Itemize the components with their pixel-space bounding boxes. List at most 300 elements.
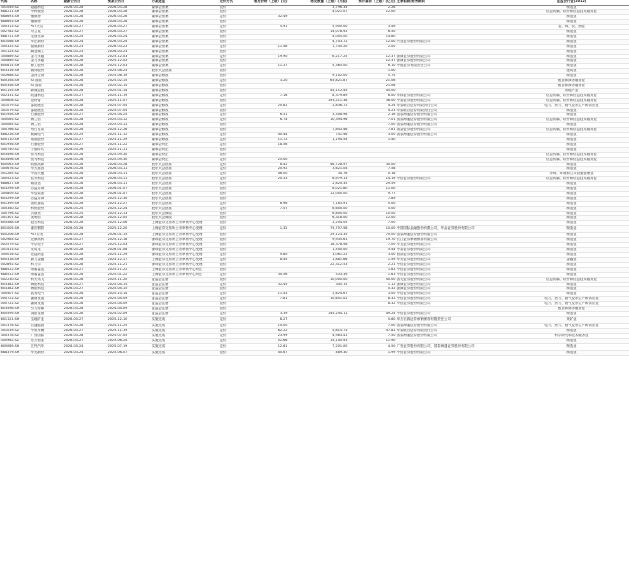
table-cell: 29,123.35 xyxy=(288,233,348,238)
table-cell: 3,061.22 xyxy=(288,253,348,258)
table-cell: 2025-03-12 xyxy=(107,118,151,123)
table-cell: 2025-11-12 xyxy=(107,133,151,138)
table-cell: 10,000.00 xyxy=(288,277,348,282)
table-cell: 600815.SH xyxy=(0,64,30,69)
table-cell: 14,078.92 xyxy=(288,30,348,35)
table-cell: 制造业 xyxy=(514,147,629,152)
table-cell: 实施完成 xyxy=(151,333,219,338)
column-header[interactable]: 最新公告日 xyxy=(63,0,107,5)
table-cell: 华辰装备 xyxy=(30,191,63,196)
table-cell: 华林证券股份有限公司 xyxy=(396,93,514,98)
table-cell: 603299.SH xyxy=(0,187,30,192)
table-cell: 2026-03-27 xyxy=(63,267,107,272)
table-cell: 2025-02-15 xyxy=(107,79,151,84)
table-cell: 2026-03-24 xyxy=(63,343,107,350)
table-cell: 2026-03-27 xyxy=(107,30,151,35)
table-cell: 竞价 xyxy=(219,69,243,74)
column-header[interactable]: 定价方式 xyxy=(219,0,243,5)
table-cell: 5.44 xyxy=(348,248,396,253)
table-cell: 浙商证券股份有限公司 xyxy=(396,59,514,64)
table-cell: 12.00 xyxy=(348,216,396,221)
table-cell: 2026-03-23 xyxy=(63,49,107,54)
table-cell: 深圳证券交易所上市审核中心受理 xyxy=(151,243,219,248)
table-cell: 2026-03-28 xyxy=(63,172,107,177)
table-cell: 制造业 xyxy=(514,54,629,59)
table-cell: 2026-03-27 xyxy=(63,113,107,118)
table-cell: 600110.SH xyxy=(0,137,30,142)
table-cell: 国泰海通证券股份有限公司 xyxy=(396,324,514,329)
table-cell: 300407.SZ xyxy=(0,292,30,297)
table-cell: 董事会预案 xyxy=(151,49,219,54)
table-cell: 中科微至 xyxy=(30,10,63,15)
table-cell: 美利信 xyxy=(30,216,63,221)
table-cell: 14.19 xyxy=(348,177,396,182)
table-cell: 纳睿雷达 xyxy=(30,267,63,272)
table-cell: 002688.SZ xyxy=(0,74,30,79)
table-cell: 300378.SZ xyxy=(0,333,30,338)
table-cell: 25.00 xyxy=(243,157,288,162)
table-cell: 定价 xyxy=(219,137,243,142)
table-cell: 2026-03-28 xyxy=(63,253,107,258)
table-cell: 7.50 xyxy=(348,333,396,338)
table-cell: 竞价 xyxy=(219,123,243,128)
table-cell: 2026-03-28 xyxy=(63,54,107,59)
table-cell: 2026-03-28 xyxy=(63,98,107,103)
table-cell: 制造业 xyxy=(514,5,629,10)
table-cell: 2026-03-27 xyxy=(63,137,107,142)
table-cell: 定价 xyxy=(219,142,243,147)
table-cell: 信息传输、软件和信息技术服务业 xyxy=(514,177,629,182)
table-cell: 2026-03-28 xyxy=(63,233,107,238)
table-cell: 制造业 xyxy=(514,206,629,211)
table-cell: 信息传输、软件和信息技术服务业 xyxy=(514,277,629,282)
table-cell: 2026-03-27 xyxy=(63,238,107,243)
table-cell: 采矿业 xyxy=(514,316,629,323)
table-cell: 2026-03-24 xyxy=(63,39,107,44)
table-cell: 西部证券股份有限公司 xyxy=(396,253,514,258)
table-cell: 华大基因 xyxy=(30,167,63,172)
column-header[interactable]: 增发数量（上限）(万股) xyxy=(288,0,348,5)
column-header[interactable]: 方案进度 xyxy=(151,0,219,5)
table-cell: 2026-03-28 xyxy=(63,307,107,312)
table-cell: 2026-01-07 xyxy=(107,187,151,192)
table-cell: 华安证券股份有限公司 xyxy=(396,258,514,263)
table-cell: 威腾电气 xyxy=(30,133,63,138)
table-cell: 2026-03-28 xyxy=(63,167,107,172)
table-cell: 德威新材 xyxy=(30,44,63,49)
table-cell: 11.46 xyxy=(243,44,288,49)
table-cell: 宝地矿业 xyxy=(30,316,63,323)
table-cell: 制造业 xyxy=(514,187,629,192)
table-cell: 董事会修改 xyxy=(151,103,219,108)
table-cell: 2026-03-28 xyxy=(63,272,107,277)
table-cell: 董事会终止 xyxy=(151,142,219,147)
table-cell: 制造业 xyxy=(514,272,629,277)
table-cell: 股东大会批准 xyxy=(151,177,219,182)
table-cell: 65,821.87 xyxy=(288,79,348,84)
table-cell: 制造业 xyxy=(514,39,629,44)
table-cell: 国泰海通证券股份有限公司 xyxy=(396,133,514,138)
table-cell: 2026-03-27 xyxy=(63,328,107,333)
table-cell: 2,836.72 xyxy=(288,103,348,108)
table-cell: 12.37 xyxy=(348,59,396,64)
table-cell: 2026-03-28 xyxy=(63,88,107,93)
table-cell: 40.44 xyxy=(243,133,288,138)
table-cell: 电力、热力、燃气及水生产和供应业 xyxy=(514,297,629,302)
table-cell: 竞价 xyxy=(219,49,243,54)
table-cell: 竞价 xyxy=(219,128,243,133)
table-cell: 中信证券股份有限公司 xyxy=(396,302,514,307)
table-cell: 实施完成 xyxy=(151,328,219,333)
table-cell: 2,624.67 xyxy=(288,292,348,297)
table-cell: 11.90 xyxy=(348,338,396,343)
table-cell: 301079.SZ xyxy=(0,103,30,108)
table-cell: 竞价 xyxy=(219,59,243,64)
table-cell: 纳睿雷达 xyxy=(30,272,63,277)
table-cell: 定价 xyxy=(219,226,243,233)
table-cell: 股东大会修改 xyxy=(151,216,219,221)
table-cell: 12.61 xyxy=(243,343,288,350)
table-cell: 董事会修改 xyxy=(151,93,219,98)
table-cell: 制造业 xyxy=(514,15,629,20)
table-cell: 中国国际金融股份有限公司，华金证券股份有限公司 xyxy=(396,226,514,233)
table-cell: 40.67 xyxy=(243,350,288,355)
table-cell: 华光新材 xyxy=(30,350,63,355)
table-cell: 国泰海通证券股份有限公司 xyxy=(396,233,514,238)
table-cell: 2.21 xyxy=(348,262,396,267)
table-cell: 2026-03-27 xyxy=(63,287,107,292)
column-header[interactable]: 增发价格（上限）(元) xyxy=(243,0,288,5)
table-cell: 3,621.04 xyxy=(288,167,348,172)
column-header[interactable]: 预计募资（上限）(亿元) xyxy=(348,0,396,5)
table-cell: 2026-03-28 xyxy=(63,221,107,226)
table-cell: 345.15 xyxy=(288,282,348,287)
table-cell: 1,881.66 xyxy=(288,258,348,263)
table-cell: 定价 xyxy=(219,64,243,69)
table-cell: 8,379.89 xyxy=(288,93,348,98)
table-cell: 制造业 xyxy=(514,108,629,113)
table-cell: 定价 xyxy=(219,333,243,338)
table-cell: 5.00 xyxy=(348,201,396,206)
table-cell: 300889.SZ xyxy=(0,54,30,59)
table-cell: 定价 xyxy=(219,297,243,302)
table-cell: 皖维高新 xyxy=(30,162,63,167)
table-cell: 海阳科技 xyxy=(30,282,63,287)
table-cell: 603382.SH xyxy=(0,287,30,292)
table-cell: 23.99 xyxy=(243,333,288,338)
table-cell: 2025-06-24 xyxy=(107,338,151,343)
table-cell: 600089.SH xyxy=(0,343,30,350)
table-cell: 300340.SZ xyxy=(0,206,30,211)
table-cell: 30.00 xyxy=(348,162,396,167)
table-cell: 定价 xyxy=(219,167,243,172)
table-cell: 房地产业 xyxy=(514,88,629,93)
table-cell: 上海证券交易所上市审核中心终止 xyxy=(151,272,219,277)
table-cell: 12.00 xyxy=(348,39,396,44)
table-cell: 2026-03-28 xyxy=(107,20,151,25)
table-cell: 20.92 xyxy=(243,167,288,172)
table-cell: ST国旅 xyxy=(30,84,63,89)
column-header[interactable]: 名称 xyxy=(30,0,63,5)
table-cell: 2026-03-28 xyxy=(63,152,107,157)
table-cell: 证监会注册 xyxy=(151,311,219,316)
table-row[interactable] xyxy=(0,316,629,323)
table-cell: 2026-03-28 xyxy=(63,177,107,182)
table-cell: 301413.SZ xyxy=(0,248,30,253)
table-cell: 实施完成 xyxy=(151,316,219,323)
table-cell: 2026-03-23 xyxy=(107,49,151,54)
table-cell: 301079.SZ xyxy=(0,108,30,113)
table-cell: 辰安科技 xyxy=(30,177,63,182)
table-cell: 邵阳液压 xyxy=(30,103,63,108)
table-cell: 湖南发展 xyxy=(30,302,63,307)
table-cell: 002230.SZ xyxy=(0,277,30,282)
table-cell: 制造业 xyxy=(514,20,629,25)
table-cell: 2.16 xyxy=(348,113,396,118)
table-cell: 竞价 xyxy=(219,287,243,292)
table-cell: 租赁和商务服务业 xyxy=(514,84,629,89)
table-cell: 股东大会批准 xyxy=(151,206,219,211)
table-cell: 竞价 xyxy=(219,233,243,238)
table-cell: 竞价 xyxy=(219,88,243,93)
table-cell: 2026-03-28 xyxy=(63,128,107,133)
table-cell: 董事会预案 xyxy=(151,5,219,10)
table-cell: 2025-02-15 xyxy=(107,84,151,89)
table-cell: 上海证券交易所上市审核中心受理 xyxy=(151,233,219,238)
table-cell: 科恒股份 xyxy=(30,206,63,211)
table-cell: 19.70 xyxy=(348,238,396,243)
table-cell: 4.24 xyxy=(348,103,396,108)
table-cell: 600358.SH xyxy=(0,79,30,84)
table-cell: 2025-12-03 xyxy=(107,243,151,248)
table-cell: 3.49 xyxy=(348,25,396,30)
table-cell: 竞价 xyxy=(219,221,243,226)
table-cell: 2026-03-23 xyxy=(63,44,107,49)
table-cell: 2026-03-28 xyxy=(63,84,107,89)
table-cell: 贝斯美 xyxy=(30,211,63,216)
table-cell: 华正新材 xyxy=(30,39,63,44)
table-cell: 2025-12-03 xyxy=(107,59,151,64)
table-cell: 3,796.34 xyxy=(288,5,348,10)
table-cell: 2025-11-07 xyxy=(107,98,151,103)
table-cell: 5.91 xyxy=(243,25,288,30)
table-row[interactable] xyxy=(0,343,629,350)
table-cell: 实施完成 xyxy=(151,350,219,355)
table-cell: 2026-03-28 xyxy=(63,157,107,162)
table-cell: 信息传输、软件和信息技术服务业 xyxy=(514,152,629,157)
table-cell: 10.00 xyxy=(348,211,396,216)
table-cell: 9,102.00 xyxy=(288,74,348,79)
table-cell: 中信证券股份有限公司 xyxy=(396,267,514,272)
table-cell: *ST宏发 xyxy=(30,233,63,238)
table-cell: 2025-11-29 xyxy=(107,137,151,142)
table-cell: 实施完成 xyxy=(151,338,219,343)
table-cell: 股东大会批准 xyxy=(151,201,219,206)
table-cell: 竞价 xyxy=(219,30,243,35)
table-cell: 制造业 xyxy=(514,44,629,49)
table-row[interactable] xyxy=(0,226,629,233)
table-cell: 2026-03-28 xyxy=(63,74,107,79)
table-cell: 2026-03-27 xyxy=(63,316,107,323)
table-cell: 制造业 xyxy=(514,287,629,292)
table-cell: 300676.SZ xyxy=(0,167,30,172)
table-cell: 2025-04-09 xyxy=(107,297,151,302)
table-cell: 21.06 xyxy=(348,84,396,89)
column-header[interactable]: 主承销商/财务顾问 xyxy=(396,0,514,5)
table-cell: 上海证券交易所上市审核中心受理 xyxy=(151,226,219,233)
table-cell: 2025-12-24 xyxy=(107,206,151,211)
table-cell: 688226.SH xyxy=(0,133,30,138)
table-cell: 股东大会批准 xyxy=(151,167,219,172)
table-cell: 海兰信 xyxy=(30,123,63,128)
table-cell: 1.99 xyxy=(348,350,396,355)
table-cell: 超越科技 xyxy=(30,5,63,10)
table-cell: 定价 xyxy=(219,253,243,258)
table-cell: 3.00 xyxy=(348,253,396,258)
table-cell: 2024-04-09 xyxy=(107,307,151,312)
column-header[interactable]: 代码 xyxy=(0,0,30,5)
table-cell: 竞价 xyxy=(219,191,243,196)
table-cell: 湖南发展 xyxy=(30,297,63,302)
table-cell: 制造业 xyxy=(514,123,629,128)
table-cell: 董事会预案 xyxy=(151,30,219,35)
table-cell: 引力传媒 xyxy=(30,307,63,312)
table-cell: 深圳证券交易所上市审核中心受理 xyxy=(151,248,219,253)
table-cell: 52.66 xyxy=(243,338,288,343)
table-cell: 002985.SZ xyxy=(0,238,30,243)
table-cell: 5.75 xyxy=(348,74,396,79)
table-cell: 3,308.98 xyxy=(288,113,348,118)
table-cell: 2026-03-28 xyxy=(63,123,107,128)
table-cell: 制造业 xyxy=(514,248,629,253)
table-cell: 300065.SZ xyxy=(0,123,30,128)
table-cell: 2026-03-28 xyxy=(63,79,107,84)
table-cell: 董事会预案 xyxy=(151,10,219,15)
table-cell: 定价 xyxy=(219,311,243,316)
table-row[interactable] xyxy=(0,350,629,355)
table-cell: 7.00 xyxy=(348,324,396,329)
table-cell: 竞价 xyxy=(219,182,243,187)
table-cell: 华泰联合证券有限责任公司 xyxy=(396,108,514,113)
table-cell: 中信证券股份有限公司 xyxy=(396,350,514,355)
table-cell: 301039.SZ xyxy=(0,328,30,333)
table-cell: 15,145.93 xyxy=(288,338,348,343)
table-cell: 6.74 xyxy=(243,118,288,123)
table-cell: 2025-11-19 xyxy=(107,328,151,333)
table-cell: 定价 xyxy=(219,133,243,138)
table-cell: 600063.SH xyxy=(0,162,30,167)
table-cell: 301049.SZ xyxy=(0,5,30,10)
table-cell: 1.40 xyxy=(348,137,396,142)
table-cell: *ST天山 xyxy=(30,25,63,30)
table-cell: 信息传输、软件和信息技术服务业 xyxy=(514,157,629,162)
table-cell: 2026-03-28 xyxy=(63,182,107,187)
table-cell: 2026-03-28 xyxy=(63,5,107,10)
table-cell: 2025-06-19 xyxy=(107,74,151,79)
table-cell: 002892.SZ xyxy=(0,262,30,267)
table-cell: 制造业 xyxy=(514,253,629,258)
table-cell: 董事会预案 xyxy=(151,54,219,59)
table-cell: 2025-07-05 xyxy=(107,108,151,113)
table-cell: 2026-03-28 xyxy=(63,108,107,113)
table-cell: 2025-11-22 xyxy=(107,267,151,272)
table-cell: 董事会修改 xyxy=(151,128,219,133)
table-cell: 14.00 xyxy=(243,324,288,329)
table-cell: 2025-01-22 xyxy=(107,272,151,277)
table-cell: 5,900.00 xyxy=(288,25,348,30)
table-cell: 7.58 xyxy=(348,167,396,172)
column-header[interactable]: 证监会行业(2012) xyxy=(514,0,629,5)
table-cell: 深圳证券交易所上市审核中心受理 xyxy=(151,253,219,258)
table-cell: 193,211.38 xyxy=(288,98,348,103)
table-cell: 6.00 xyxy=(348,93,396,98)
table-cell: 6.42 xyxy=(243,162,288,167)
table-cell: 制造业 xyxy=(514,243,629,248)
table-cell: 18,378.56 xyxy=(288,243,348,248)
table-cell: 浙商证券股份有限公司 xyxy=(396,287,514,292)
table-cell: 江铃汽车 xyxy=(30,343,63,350)
table-cell: 36.00 xyxy=(348,98,396,103)
table-cell: 定价 xyxy=(219,328,243,333)
table-cell: 2026-03-28 xyxy=(107,15,151,20)
table-cell: 2026-03-24 xyxy=(107,34,151,39)
table-cell: 2025-04-15 xyxy=(107,282,151,287)
table-cell: 证监会注册 xyxy=(151,282,219,287)
table-cell: 竞价 xyxy=(219,267,243,272)
table-cell: 2025-11-19 xyxy=(107,93,151,98)
table-cell: 金力永磁 xyxy=(30,54,63,59)
table-cell: 2026-03-27 xyxy=(63,142,107,147)
table-cell: 32.49 xyxy=(243,15,288,20)
table-cell: 603299.SH xyxy=(0,196,30,201)
table-cell: 21.06 xyxy=(348,79,396,84)
table-cell: 6,800.00 xyxy=(288,211,348,216)
table-cell: 定价 xyxy=(219,206,243,211)
table-cell: 竞价 xyxy=(219,108,243,113)
table-cell: 百通能源 xyxy=(30,324,63,329)
column-header[interactable]: 预案公告日 xyxy=(107,0,151,5)
table-cell: 002782.SZ xyxy=(0,30,30,35)
table-cell: 8,021.60 xyxy=(288,187,348,192)
table-cell: 中信证券股份有限公司 xyxy=(396,177,514,182)
table-cell: 竞价 xyxy=(219,20,243,25)
table-cell: 6,979.13 xyxy=(288,177,348,182)
table-cell: 300809.SZ xyxy=(0,191,30,196)
table-cell: 2026-03-11 xyxy=(107,177,151,182)
table-cell: 股东大会批准 xyxy=(151,162,219,167)
table-cell: 4.50 xyxy=(348,343,396,350)
table-cell: 制造业 xyxy=(514,216,629,221)
table-cell: 制造业 xyxy=(514,282,629,287)
table-cell: 2026-03-27 xyxy=(63,30,107,35)
table-cell: 7,201.00 xyxy=(288,343,348,350)
table-cell: 2026-03-24 xyxy=(107,39,151,44)
table-cell: 603496.SH xyxy=(0,157,30,162)
table-cell: 2026-03-27 xyxy=(63,282,107,287)
table-cell: 制造业 xyxy=(514,292,629,297)
table-cell: 证监会注册 xyxy=(151,297,219,302)
table-cell: 竞价 xyxy=(219,262,243,267)
table-cell: 定价 xyxy=(219,316,243,323)
table-cell: 科力尔 xyxy=(30,262,63,267)
table-cell: 制造业 xyxy=(514,350,629,355)
table-cell: 金河生物 xyxy=(30,74,63,79)
table-cell: 股东大会批准 xyxy=(151,182,219,187)
table-cell: 竞价 xyxy=(219,98,243,103)
table-cell: 2024-12-26 xyxy=(107,128,151,133)
table-cell: 竞价 xyxy=(219,152,243,157)
table-cell: 金力永磁 xyxy=(30,59,63,64)
